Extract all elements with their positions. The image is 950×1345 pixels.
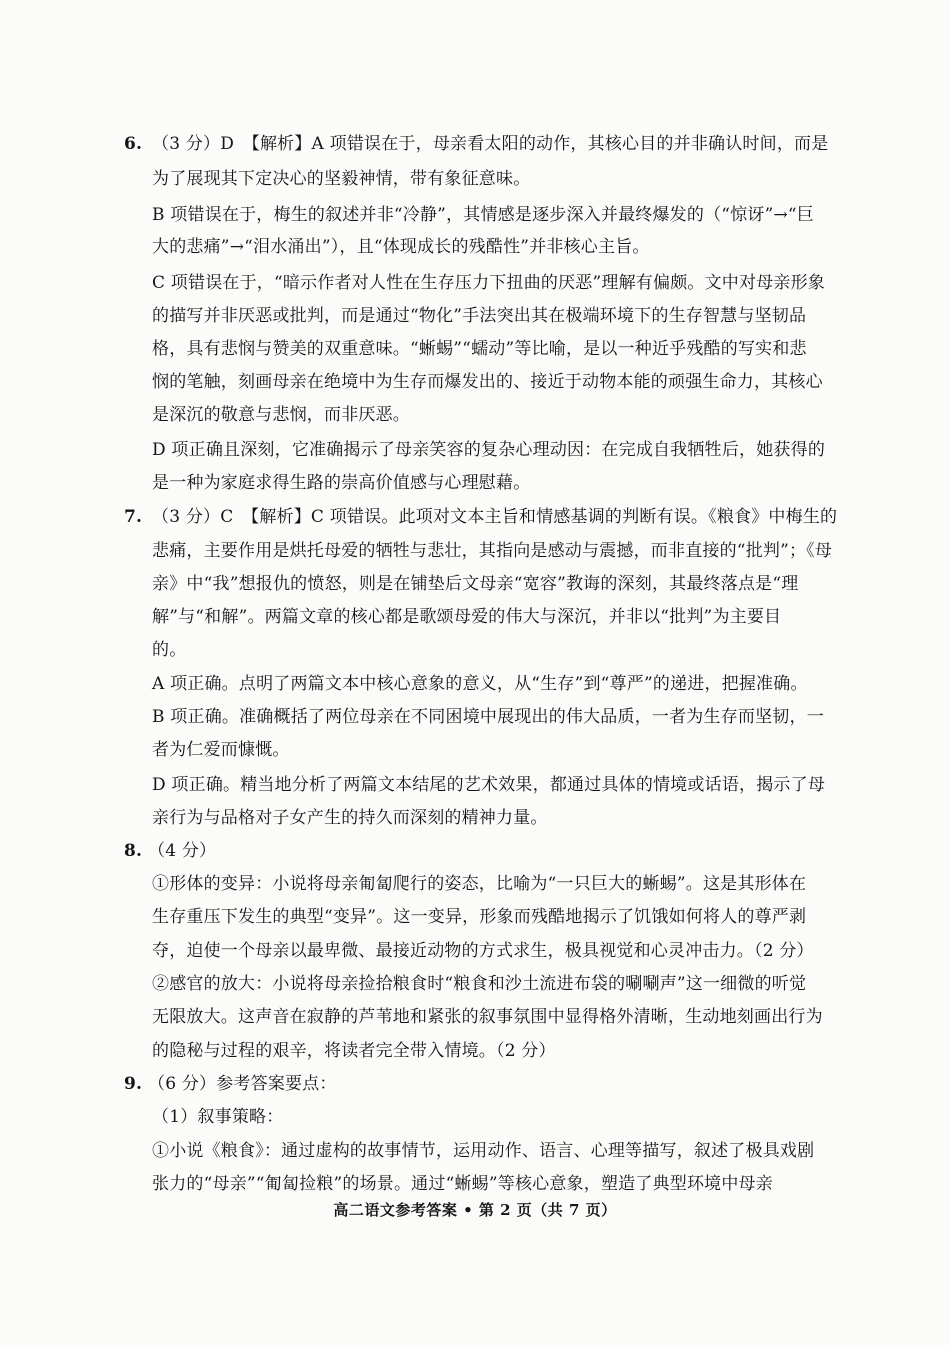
q7-line-10: 亲行为与品格对子女产生的持久而深刻的精神力量。: [152, 808, 548, 828]
q6-line-7: 格，具有悲悯与赞美的双重意味。“蜥蜴”“蠕动”等比喻，是以一种近乎残酷的写实和悲: [152, 339, 807, 359]
q8-line-5: ②感官的放大：小说将母亲捡拾粮食时“粮食和沙土流进布袋的唰唰声”这一细微的听觉: [152, 974, 807, 994]
q6-line-6: 的描写并非厌恶或批判，而是通过“物化”手法突出其在极端环境下的生存智慧与坚韧品: [152, 306, 807, 326]
q6-line-11: 是一种为家庭求得生路的崇高价值感与心理慰藉。: [152, 473, 531, 493]
q8-line-7: 的隐秘与过程的艰辛，将读者完全带入情境。（2 分）: [152, 1041, 556, 1061]
q8-line-6: 无限放大。这声音在寂静的芦苇地和紧张的叙事氛围中显得格外清晰，生动地刻画出行为: [152, 1007, 823, 1027]
q6-line-5: C 项错误在于，“暗示作者对人性在生存压力下扭曲的厌恶”理解有偏颇。文中对母亲形象: [152, 273, 825, 293]
q6-line-2: 为了展现其下定决心的坚毅神情，带有象征意味。: [152, 169, 531, 189]
q7-line-1: （3 分）C 【解析】C 项错误。此项对文本主旨和情感基调的判断有误。《粮食》中梅生的: [152, 507, 838, 527]
q9-line-3: ①小说《粮食》：通过虚构的故事情节，运用动作、语言、心理等描写，叙述了极具戏剧: [152, 1141, 815, 1161]
q9-number: 9.: [124, 1074, 143, 1094]
q7-line-4: 解”与“和解”。两篇文章的核心都是歌颂母爱的伟大与深沉，并非以“批判”为主要目: [152, 607, 782, 627]
q6-line-8: 悯的笔触，刻画母亲在绝境中为生存而爆发出的、接近于动物本能的顽强生命力，其核心: [152, 372, 823, 392]
q7-line-8: 者为仁爱而慷慨。: [152, 740, 290, 760]
q6-line-9: 是深沉的敬意与悲悯，而非厌恶。: [152, 405, 410, 425]
q9-line-4: 张力的“母亲”“匍匐捡粮”的场景。通过“蜥蜴”等核心意象，塑造了典型环境中母亲: [152, 1174, 773, 1194]
q8-line-2: ①形体的变异：小说将母亲匍匐爬行的姿态，比喻为“一只巨大的蜥蜴”。这是其形体在: [152, 874, 807, 894]
q7-line-3: 亲》中“我”想报仇的愤怒，则是在铺垫后文母亲“宽容”教诲的深刻，其最终落点是“理: [152, 574, 799, 594]
q7-line-6: A 项正确。点明了两篇文本中核心意象的意义，从“生存”到“尊严”的递进，把握准确。: [152, 674, 808, 694]
q9-line-1: （6 分）参考答案要点：: [148, 1074, 337, 1094]
q7-line-9: D 项正确。精当地分析了两篇文本结尾的艺术效果，都通过具体的情境或话语，揭示了母: [152, 775, 826, 795]
q6-line-10: D 项正确且深刻，它准确揭示了母亲笑容的复杂心理动因：在完成自我牺牲后，她获得的: [152, 440, 826, 460]
q6-number: 6.: [124, 134, 143, 154]
q6-line-3: B 项错误在于，梅生的叙述并非“冷静”，其情感是逐步深入并最终爆发的（“惊讶”→“巨: [152, 205, 814, 225]
q6-line-4: 大的悲痛”→“泪水涌出”），且“体现成长的残酷性”并非核心主旨。: [152, 237, 650, 257]
q8-line-3: 生存重压下发生的典型“变异”。这一变异，形象而残酷地揭示了饥饿如何将人的尊严剥: [152, 907, 807, 927]
page-footer: 高二语文参考答案 • 第 2 页（共 7 页）: [333, 1201, 617, 1219]
q8-line-1: （4 分）: [148, 841, 217, 861]
q7-line-2: 悲痛，主要作用是烘托母爱的牺牲与悲壮，其指向是感动与震撼，而非直接的“批判”；《母: [152, 541, 833, 561]
q7-line-7: B 项正确。准确概括了两位母亲在不同困境中展现出的伟大品质，一者为生存而坚韧，一: [152, 707, 824, 727]
q6-line-1: （3 分）D 【解析】A 项错误在于，母亲看太阳的动作，其核心目的并非确认时间，而是: [152, 134, 829, 154]
q8-line-4: 夺，迫使一个母亲以最卑微、最接近动物的方式求生，极具视觉和心灵冲击力。（2 分）: [152, 941, 814, 961]
q9-line-2: （1）叙事策略：: [152, 1107, 284, 1127]
q7-line-5: 的。: [152, 640, 187, 660]
q7-number: 7.: [124, 507, 143, 527]
q8-number: 8.: [124, 841, 143, 861]
